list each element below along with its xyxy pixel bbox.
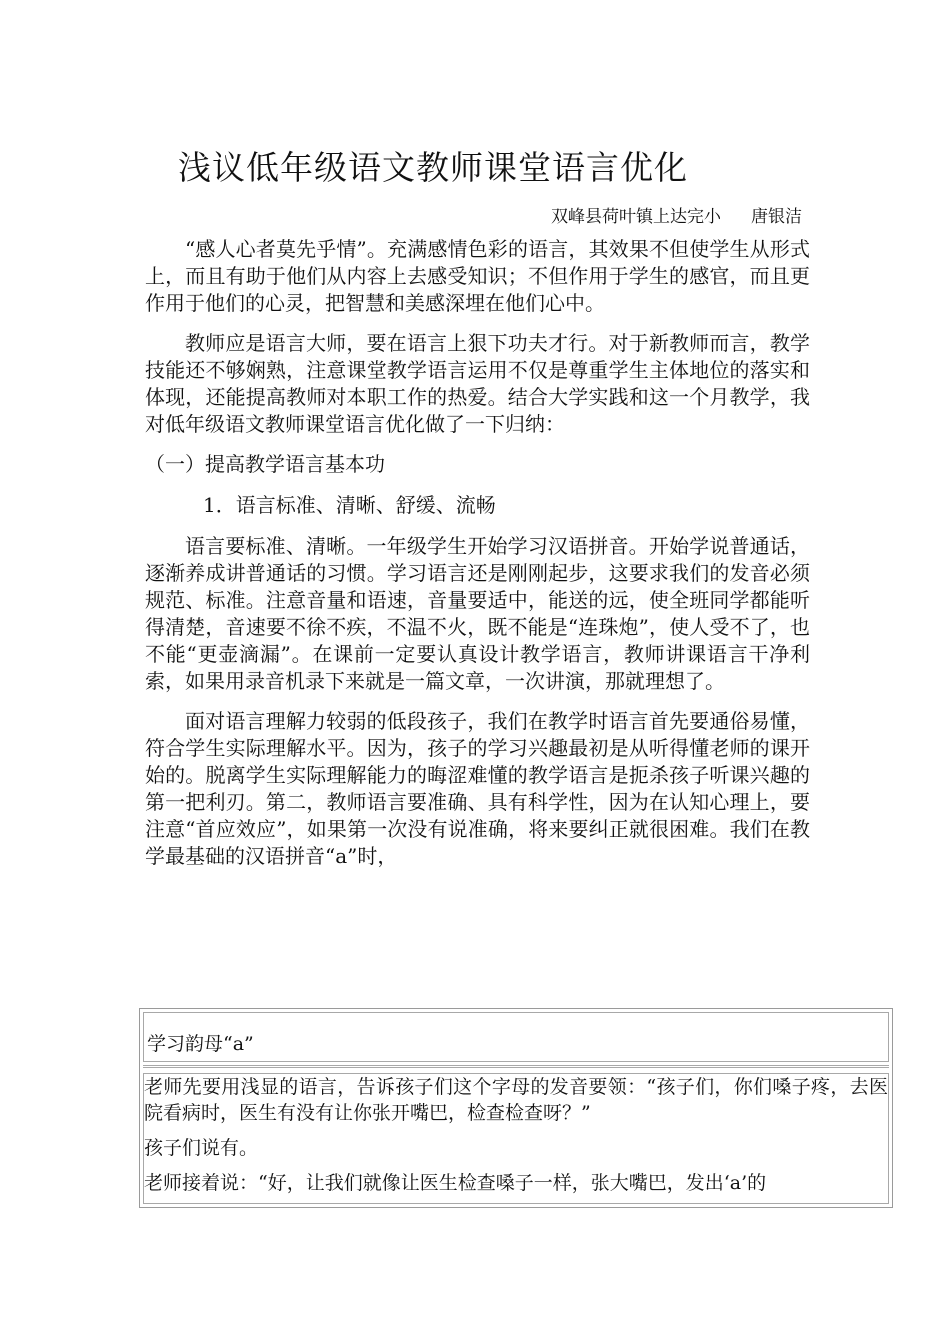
example-divider	[143, 1065, 889, 1068]
example-line-1: 老师先要用浅显的语言，告诉孩子们这个字母的发音要领：“孩子们，你们嗓子疼，去医院看病时，医生有没有让你张开嘴巴，检查检查呀？”	[144, 1076, 888, 1124]
author-name: 唐银洁	[751, 207, 802, 227]
example-line-3: 老师接着说：“好，让我们就像让医生检查嗓子一样，张大嘴巴，发出‘a’的	[144, 1172, 767, 1194]
example-header	[143, 1012, 889, 1062]
intro-paragraph-2: 教师应是语言大师，要在语言上狠下功夫才行。对于新教师而言，教学技能还不够娴熟，注意课堂教学语言运用不仅是尊重学生主体地位的落实和体现，还能提高教师对本职工作的热爱。结合大学实践和这一个月教学，我对低年级语文教师课堂语言优化做了一下归纳：	[145, 331, 810, 436]
author-affiliation: 双峰县荷叶镇上达完小	[551, 207, 721, 227]
intro-section	[145, 236, 810, 883]
page-title: 浅议低年级语文教师课堂语言优化	[178, 148, 688, 187]
section-heading: （一）提高教学语言基本功	[145, 452, 385, 476]
example-header-text: 学习韵母“a”	[147, 1033, 254, 1055]
intro-paragraph-1: “感人心者莫先乎情”。充满感情色彩的语言，其效果不但使学生从形式上，而且有助于他们从内容上去感受知识；不但作用于学生的感官，而且更作用于他们的心灵，把智慧和美感深埋在他们心中。	[145, 237, 810, 315]
body-paragraph-1: 语言要标准、清晰。一年级学生开始学习汉语拼音。开始学说普通话，逐渐养成讲普通话的习惯。学习语言还是刚刚起步，这要求我们的发音必须规范、标准。注意音量和语速，音量要适中，能送的远，使全班同学都能听得清楚，音速要不徐不疾，不温不火，既不能是“连珠炮”，使人受不了，也不能“更壶滴漏”。在课前一定要认真设计教学语言，教师讲课语言干净利索，如果用录音机录下来就是一篇文章，一次讲演，那就理想了。	[145, 534, 810, 693]
author-line	[551, 202, 802, 227]
example-body	[143, 1073, 889, 1204]
subsection-heading: 1．语言标准、清晰、舒缓、流畅	[203, 493, 496, 517]
example-box	[139, 1008, 893, 1208]
body-paragraph-2: 面对语言理解力较弱的低段孩子，我们在教学时语言首先要通俗易懂，符合学生实际理解水平。因为，孩子的学习兴趣最初是从听得懂老师的课开始的。脱离学生实际理解能力的晦涩难懂的教学语言是扼杀孩子听课兴趣的第一把利刃。第二，教师语言要准确、具有科学性，因为在认知心理上，要注意“首应效应”，如果第一次没有说准确，将来要纠正就很困难。我们在教学最基础的汉语拼音“a”时，	[145, 709, 810, 868]
example-line-2: 孩子们说有。	[144, 1137, 259, 1159]
